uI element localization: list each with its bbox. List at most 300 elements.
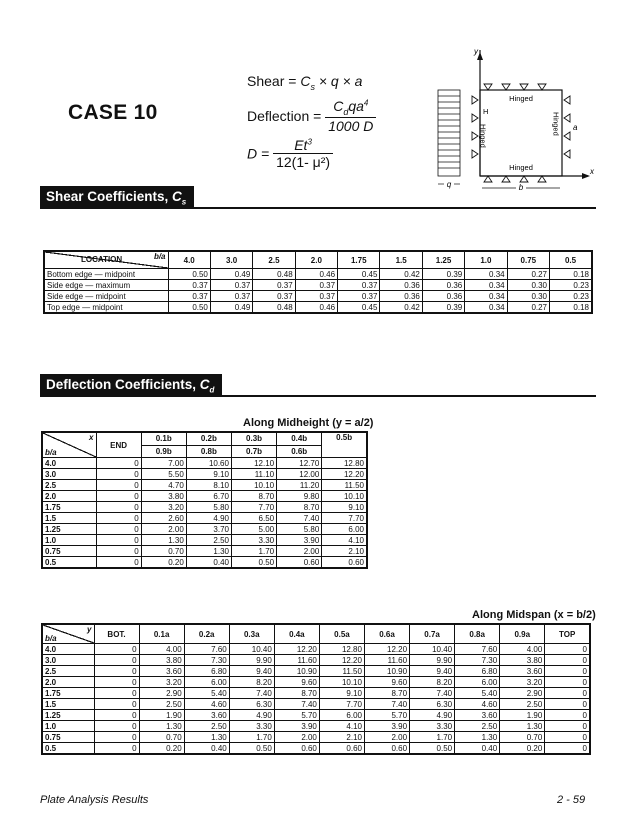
midspan-col-header: 0.9a [500, 624, 545, 644]
midspan-row-label: 0.5 [42, 743, 94, 755]
shear-cell: 0.30 [507, 280, 549, 291]
deflection-numerator [325, 98, 376, 118]
shear-col-header: 0.5 [550, 251, 592, 269]
rigidity-fraction [273, 137, 333, 170]
midspan-row [42, 688, 590, 699]
midspan-cell: 9.40 [410, 666, 455, 677]
midspan-row-label: 2.0 [42, 677, 94, 688]
midspan-cell: 0 [545, 688, 590, 699]
deflection-section-sub: d [209, 385, 215, 395]
midheight-col-header: 0.4b [277, 432, 322, 445]
midspan-cell: 0 [545, 732, 590, 743]
midspan-cell: 4.00 [139, 644, 184, 655]
midspan-cell: 0 [94, 699, 139, 710]
midspan-cell: 6.00 [455, 677, 500, 688]
shear-cell: 0.42 [380, 302, 422, 314]
shear-section-symbol: C [172, 189, 182, 204]
midheight-cell: 7.40 [277, 513, 322, 524]
midspan-cell: 0 [94, 721, 139, 732]
shear-cell: 0.34 [465, 280, 507, 291]
midheight-cell: 7.70 [322, 513, 367, 524]
shear-col-header: 1.0 [465, 251, 507, 269]
shear-coef: C [300, 73, 311, 89]
shear-cell: 0.34 [465, 269, 507, 280]
midspan-cell: 2.50 [455, 721, 500, 732]
midspan-row [42, 721, 590, 732]
midheight-col-header: 0.2b [186, 432, 231, 445]
x-axis-arrow [582, 173, 590, 179]
midspan-col-header: 0.7a [410, 624, 455, 644]
rigidity-formula [247, 137, 333, 170]
shear-col-header: 2.5 [253, 251, 295, 269]
midspan-cell: 11.60 [274, 655, 319, 666]
midheight-cell: 10.10 [231, 480, 276, 491]
midheight-row [42, 491, 367, 502]
midspan-col-header: 0.5a [319, 624, 364, 644]
shear-cell: 0.49 [210, 269, 252, 280]
midspan-cell: 5.70 [364, 710, 409, 721]
midheight-cell: 6.70 [186, 491, 231, 502]
shear-cell: 0.37 [338, 291, 380, 302]
deflection-section-title [40, 374, 222, 395]
midspan-row [42, 743, 590, 755]
midspan-cell: 1.30 [455, 732, 500, 743]
page-number: 2 - 59 [557, 794, 586, 806]
midheight-row [42, 546, 367, 557]
midspan-cell: 1.70 [410, 732, 455, 743]
midspan-cell: 3.30 [410, 721, 455, 732]
midheight-cell: 5.00 [231, 524, 276, 535]
midspan-cell: 0.50 [410, 743, 455, 755]
shear-row [44, 280, 592, 291]
midspan-cell: 6.80 [184, 666, 229, 677]
midspan-col-header: TOP [545, 624, 590, 644]
shear-cell: 0.36 [422, 280, 464, 291]
deflection-section-symbol: C [199, 377, 210, 392]
midspan-cell: 7.40 [364, 699, 409, 710]
midheight-caption: Along Midheight (y = a/2) [243, 417, 374, 429]
shear-cell: 0.18 [550, 302, 592, 314]
midspan-cell: 3.60 [455, 710, 500, 721]
midheight-cell: 2.00 [141, 524, 186, 535]
shear-cell: 0.34 [465, 291, 507, 302]
midheight-row [42, 502, 367, 513]
deflection-denominator: 1000 D [328, 117, 374, 134]
midheight-cell: 1.70 [231, 546, 276, 557]
footer-title: Plate Analysis Results [40, 794, 149, 806]
midheight-cell: 2.10 [322, 546, 367, 557]
midspan-cell: 3.80 [139, 655, 184, 666]
midspan-cell: 0.60 [274, 743, 319, 755]
midspan-cell: 0 [94, 644, 139, 655]
midspan-col-header: 0.6a [364, 624, 409, 644]
shear-expr: × q × a [318, 73, 363, 89]
midspan-corner-cell [42, 624, 94, 644]
midheight-cell: 3.20 [141, 502, 186, 513]
midheight-row-label: 1.25 [42, 524, 96, 535]
midheight-row-label: 3.0 [42, 469, 96, 480]
shear-row [44, 291, 592, 302]
midheight-row-label: 0.5 [42, 557, 96, 569]
midspan-cell: 2.10 [319, 732, 364, 743]
shear-cell: 0.34 [465, 302, 507, 314]
midspan-cell: 9.90 [410, 655, 455, 666]
midspan-cell: 0 [94, 688, 139, 699]
midspan-cell: 9.60 [274, 677, 319, 688]
midspan-col-header: BOT. [94, 624, 139, 644]
midspan-cell: 0.20 [500, 743, 545, 755]
midspan-row-label: 0.75 [42, 732, 94, 743]
midspan-cell: 7.30 [184, 655, 229, 666]
left-edge-label: Hinged [478, 124, 488, 148]
rigidity-num: Et [294, 137, 308, 153]
shear-cell: 0.37 [338, 280, 380, 291]
midspan-cell: 3.30 [229, 721, 274, 732]
midspan-cell: 8.70 [274, 688, 319, 699]
shear-table [43, 250, 593, 314]
midheight-cell: 0 [96, 480, 141, 491]
midheight-cell: 1.30 [186, 546, 231, 557]
y-axis-label: y [474, 48, 478, 56]
midheight-cell: 3.70 [186, 524, 231, 535]
rigidity-num-exp: 3 [307, 137, 312, 147]
midspan-cell: 7.40 [274, 699, 319, 710]
midspan-cell: 7.60 [184, 644, 229, 655]
midheight-cell: 10.10 [322, 491, 367, 502]
x-axis-label: x [590, 167, 594, 176]
midspan-cell: 0.40 [184, 743, 229, 755]
midheight-table [41, 431, 368, 569]
midheight-cell: 0.20 [141, 557, 186, 569]
deflection-section-header [40, 374, 596, 397]
right-hinge-supports [564, 96, 570, 158]
shear-col-header: 0.75 [507, 251, 549, 269]
midspan-cell: 3.60 [184, 710, 229, 721]
midheight-row [42, 557, 367, 569]
rigidity-denominator: 12(1- μ²) [276, 154, 331, 170]
midheight-row-label: 1.5 [42, 513, 96, 524]
midheight-cell: 0 [96, 458, 141, 469]
shear-col-header: 1.75 [338, 251, 380, 269]
midheight-row [42, 480, 367, 491]
shear-lhs: Shear = [247, 73, 301, 89]
midheight-cell: 12.20 [322, 469, 367, 480]
midheight-cell: 8.70 [277, 502, 322, 513]
midheight-row-label: 4.0 [42, 458, 96, 469]
midspan-cell: 4.90 [410, 710, 455, 721]
midspan-cell: 0 [545, 721, 590, 732]
shear-col-header: 1.5 [380, 251, 422, 269]
shear-row [44, 269, 592, 280]
midheight-col-header: 0.5b [322, 432, 367, 458]
midspan-cell: 3.60 [139, 666, 184, 677]
deflection-fraction [325, 98, 376, 134]
midspan-cell: 6.30 [410, 699, 455, 710]
shear-row [44, 302, 592, 314]
midspan-cell: 3.90 [274, 721, 319, 732]
midspan-cell: 0 [545, 710, 590, 721]
shear-col-header: 4.0 [168, 251, 210, 269]
midheight-cell: 12.00 [277, 469, 322, 480]
deflection-num-exp: 4 [363, 98, 369, 108]
midheight-cell: 4.90 [186, 513, 231, 524]
shear-col-header: 1.25 [422, 251, 464, 269]
midheight-row-label: 2.5 [42, 480, 96, 491]
shear-cell: 0.46 [295, 269, 337, 280]
midspan-cell: 3.80 [500, 655, 545, 666]
midspan-cell: 7.40 [410, 688, 455, 699]
midheight-col-header: 0.3b [231, 432, 276, 445]
plate-diagram [430, 48, 600, 198]
midheight-cell: 6.00 [322, 524, 367, 535]
midspan-cell: 0 [94, 732, 139, 743]
shear-cell: 0.36 [380, 291, 422, 302]
deflection-formula [247, 98, 376, 134]
midspan-cell: 3.90 [364, 721, 409, 732]
midheight-col-subheader: 0.7b [231, 445, 276, 457]
midheight-cell: 0 [96, 535, 141, 546]
rigidity-numerator [273, 137, 333, 154]
midspan-row-label: 1.25 [42, 710, 94, 721]
midspan-cell: 10.10 [319, 677, 364, 688]
case-title: CASE 10 [68, 101, 158, 124]
shear-cell: 0.37 [168, 280, 210, 291]
shear-cell: 0.18 [550, 269, 592, 280]
midspan-cell: 12.80 [319, 644, 364, 655]
midheight-row [42, 535, 367, 546]
midheight-corner-cell [42, 432, 96, 458]
midheight-col-subheader: 0.9b [141, 445, 186, 457]
midheight-cell: 0 [96, 469, 141, 480]
midspan-cell: 4.60 [455, 699, 500, 710]
midheight-cell: 0.50 [231, 557, 276, 569]
midspan-cell: 0 [94, 677, 139, 688]
shear-row-label: Side edge — midpoint [44, 291, 168, 302]
shear-cell: 0.48 [253, 269, 295, 280]
midheight-corner-ba: b/a [45, 448, 57, 457]
shear-corner-cell [44, 251, 168, 269]
midheight-row-label: 2.0 [42, 491, 96, 502]
midspan-cell: 0 [545, 655, 590, 666]
midspan-cell: 8.20 [229, 677, 274, 688]
shear-cell: 0.27 [507, 269, 549, 280]
midheight-cell: 0 [96, 524, 141, 535]
shear-corner-ba: b/a [153, 252, 166, 261]
shear-cell: 0.37 [253, 280, 295, 291]
midheight-cell: 6.50 [231, 513, 276, 524]
deflection-lhs: Deflection = [247, 107, 326, 124]
deflection-section-rule [40, 395, 596, 397]
midspan-cell: 1.30 [500, 721, 545, 732]
midspan-cell: 2.90 [139, 688, 184, 699]
shear-row-label: Side edge — maximum [44, 280, 168, 291]
shear-cell: 0.27 [507, 302, 549, 314]
midspan-cell: 0 [94, 743, 139, 755]
midheight-corner-x: x [89, 433, 94, 442]
midspan-caption: Along Midspan (x = b/2) [472, 609, 596, 621]
midspan-cell: 1.30 [184, 732, 229, 743]
shear-col-header: 2.0 [295, 251, 337, 269]
midspan-cell: 10.90 [364, 666, 409, 677]
midheight-cell: 0.70 [141, 546, 186, 557]
bottom-hinge-supports [484, 176, 546, 182]
midspan-cell: 4.90 [229, 710, 274, 721]
midspan-cell: 11.60 [364, 655, 409, 666]
top-edge-label: Hinged [509, 94, 533, 103]
left-edge-initial: H [483, 107, 489, 116]
midspan-cell: 3.60 [500, 666, 545, 677]
location-header: LOCATION [81, 255, 123, 264]
midspan-cell: 10.40 [410, 644, 455, 655]
midspan-cell: 0.70 [139, 732, 184, 743]
deflection-section-title-text: Deflection Coefficients, [46, 377, 200, 392]
shear-cell: 0.50 [168, 302, 210, 314]
midspan-cell: 0.20 [139, 743, 184, 755]
midspan-row [42, 677, 590, 688]
midspan-cell: 6.00 [184, 677, 229, 688]
midheight-col-header: END [96, 432, 141, 458]
shear-cell: 0.48 [253, 302, 295, 314]
left-hinge-supports [472, 96, 478, 158]
midspan-cell: 1.70 [229, 732, 274, 743]
midspan-cell: 7.60 [455, 644, 500, 655]
midheight-cell: 0.40 [186, 557, 231, 569]
midspan-cell: 7.30 [455, 655, 500, 666]
midheight-col-subheader: 0.8b [186, 445, 231, 457]
midspan-cell: 9.60 [364, 677, 409, 688]
midspan-row-label: 3.0 [42, 655, 94, 666]
shear-cell: 0.23 [550, 291, 592, 302]
midheight-cell: 9.10 [186, 469, 231, 480]
midspan-cell: 2.00 [274, 732, 319, 743]
midspan-row-label: 1.0 [42, 721, 94, 732]
midspan-row-label: 4.0 [42, 644, 94, 655]
midspan-cell: 12.20 [274, 644, 319, 655]
midspan-cell: 10.90 [274, 666, 319, 677]
midheight-row-label: 1.75 [42, 502, 96, 513]
midspan-row-label: 2.5 [42, 666, 94, 677]
midspan-cell: 2.50 [139, 699, 184, 710]
midspan-col-header: 0.2a [184, 624, 229, 644]
load-diagram [438, 90, 460, 176]
midheight-cell: 7.00 [141, 458, 186, 469]
midheight-cell: 5.80 [277, 524, 322, 535]
shear-cell: 0.37 [295, 280, 337, 291]
midheight-cell: 0.60 [322, 557, 367, 569]
shear-cell: 0.37 [210, 280, 252, 291]
midheight-cell: 8.10 [186, 480, 231, 491]
midspan-cell: 4.00 [500, 644, 545, 655]
shear-section-title [40, 186, 194, 207]
midspan-cell: 1.90 [139, 710, 184, 721]
midspan-cell: 6.30 [229, 699, 274, 710]
midspan-cell: 2.50 [184, 721, 229, 732]
midspan-corner-ba: b/a [45, 634, 57, 643]
midspan-cell: 0 [545, 644, 590, 655]
midspan-cell: 1.90 [500, 710, 545, 721]
shear-formula [247, 73, 362, 92]
shear-cell: 0.36 [422, 291, 464, 302]
shear-cell: 0.39 [422, 269, 464, 280]
midspan-cell: 10.40 [229, 644, 274, 655]
midheight-cell: 0.60 [277, 557, 322, 569]
midheight-cell: 1.30 [141, 535, 186, 546]
midheight-row-label: 0.75 [42, 546, 96, 557]
midspan-cell: 0.70 [500, 732, 545, 743]
shear-cell: 0.37 [253, 291, 295, 302]
midheight-cell: 12.10 [231, 458, 276, 469]
midheight-col-header: 0.1b [141, 432, 186, 445]
midheight-cell: 4.10 [322, 535, 367, 546]
midspan-row [42, 710, 590, 721]
deflection-num-sub: d [343, 106, 349, 117]
midspan-cell: 5.70 [274, 710, 319, 721]
b-dimension-label: b [518, 183, 524, 192]
midspan-cell: 9.90 [229, 655, 274, 666]
midspan-cell: 0.50 [229, 743, 274, 755]
midheight-cell: 10.60 [186, 458, 231, 469]
midspan-cell: 0.60 [319, 743, 364, 755]
midheight-cell: 3.80 [141, 491, 186, 502]
midspan-cell: 6.00 [319, 710, 364, 721]
midspan-col-header: 0.1a [139, 624, 184, 644]
shear-cell: 0.42 [380, 269, 422, 280]
midspan-cell: 0 [94, 710, 139, 721]
midspan-cell: 11.50 [319, 666, 364, 677]
midspan-cell: 4.10 [319, 721, 364, 732]
shear-cell: 0.37 [210, 291, 252, 302]
midspan-cell: 8.20 [410, 677, 455, 688]
shear-cell: 0.37 [295, 291, 337, 302]
shear-section-rule [40, 207, 596, 209]
shear-cell: 0.37 [168, 291, 210, 302]
midheight-cell: 0 [96, 557, 141, 569]
shear-cell: 0.49 [210, 302, 252, 314]
midspan-cell: 12.20 [364, 644, 409, 655]
midspan-cell: 0.60 [364, 743, 409, 755]
midspan-row [42, 699, 590, 710]
shear-row-label: Bottom edge — midpoint [44, 269, 168, 280]
midheight-cell: 4.70 [141, 480, 186, 491]
shear-cell: 0.39 [422, 302, 464, 314]
bottom-edge-label: Hinged [509, 163, 533, 172]
midspan-cell: 2.50 [500, 699, 545, 710]
shear-cell: 0.23 [550, 280, 592, 291]
shear-sub: s [310, 81, 315, 92]
shear-cell: 0.30 [507, 291, 549, 302]
midspan-cell: 2.90 [500, 688, 545, 699]
midspan-cell: 3.20 [500, 677, 545, 688]
midheight-cell: 5.80 [186, 502, 231, 513]
shear-cell: 0.46 [295, 302, 337, 314]
midheight-cell: 2.50 [186, 535, 231, 546]
midspan-cell: 0 [94, 655, 139, 666]
shear-cell: 0.45 [338, 302, 380, 314]
midspan-cell: 9.40 [229, 666, 274, 677]
midspan-cell: 5.40 [184, 688, 229, 699]
midheight-cell: 12.70 [277, 458, 322, 469]
shear-section-title-text: Shear Coefficients, [46, 189, 173, 204]
shear-section-header [40, 186, 596, 209]
midheight-cell: 11.20 [277, 480, 322, 491]
midspan-cell: 0.40 [455, 743, 500, 755]
midheight-cell: 9.10 [322, 502, 367, 513]
midspan-table [41, 623, 591, 755]
rigidity-lhs: D = [247, 145, 274, 162]
deflection-num-coef: C [333, 98, 344, 114]
midspan-corner-y: y [87, 625, 92, 634]
midspan-row [42, 666, 590, 677]
